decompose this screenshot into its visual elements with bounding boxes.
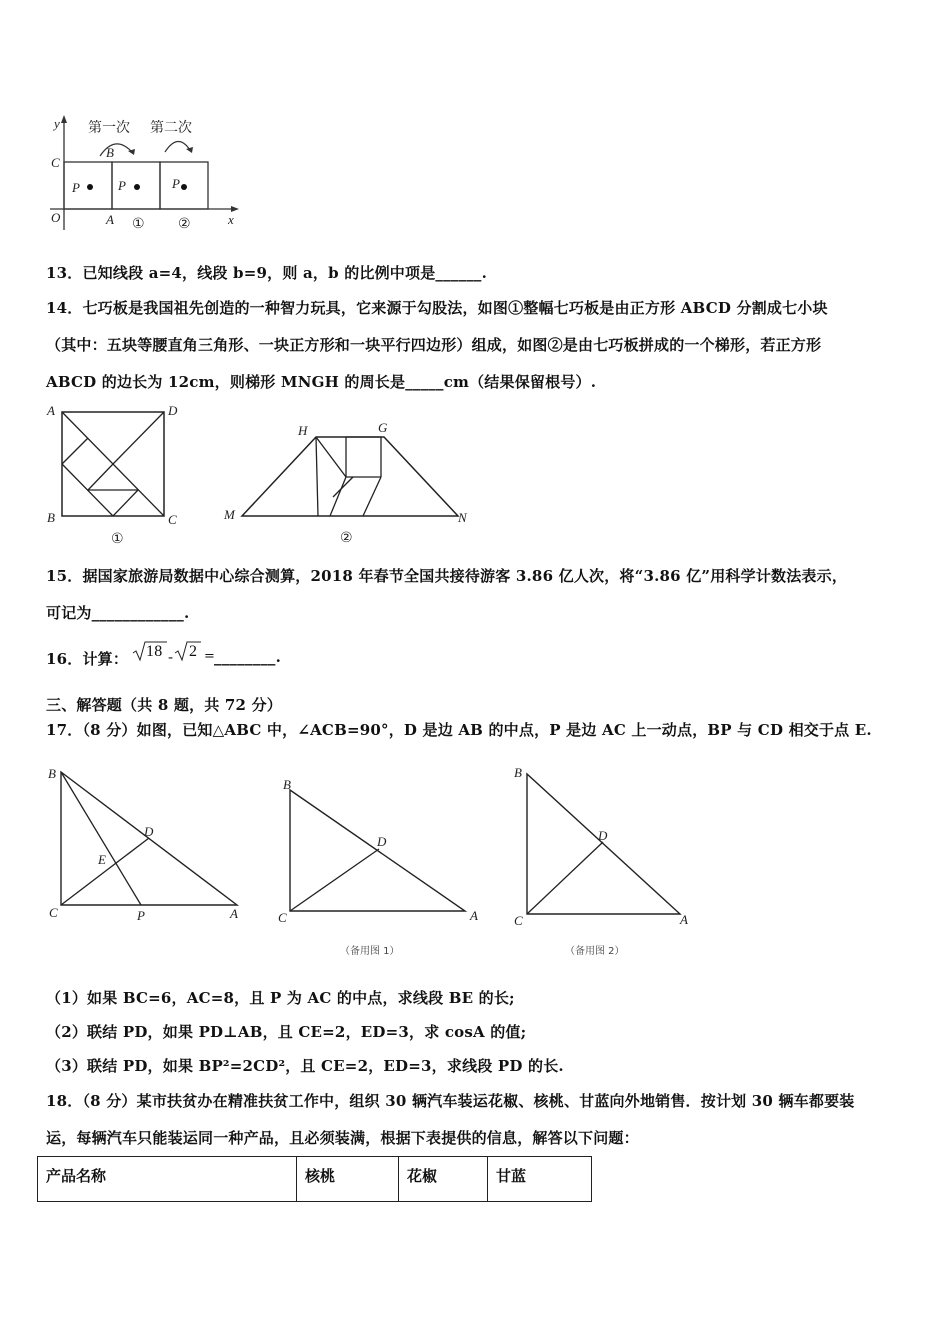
label-y: y [54,116,60,131]
label-d: D [168,403,178,418]
move-figure [40,112,250,237]
arrow-second [165,141,190,152]
question-13: 13．已知线段 a=4，线段 b=9，则 a，b 的比例中项是______. [46,264,488,282]
sqrt-2-value: 2 [189,643,198,660]
label-b: B [283,777,291,792]
question-14-line3: ABCD 的边长为 12cm，则梯形 MNGH 的周长是_____cm（结果保留根号）. [46,373,597,391]
arrow-second-head [186,147,193,153]
label-c: C [49,905,58,920]
tangram-square-figure [40,400,200,550]
fig17-main [42,760,252,935]
sqrt-18-value: 18 [146,643,163,660]
label-p: P [137,908,145,923]
cut-2 [88,464,113,490]
question-17-part-2: （2）联结 PD，如果 PD⊥AB，且 CE=2，ED=3，求 cosA 的值; [46,1023,527,1041]
question-17-part-1: （1）如果 BC=6，AC=8，且 P 为 AC 的中点，求线段 BE 的长; [46,989,515,1007]
header-pepper: 花椒 [399,1157,488,1202]
tr-2 [316,437,346,477]
caption-backup-1: （备用图 1） [340,946,400,957]
question-14-line1: 14．七巧板是我国祖先创造的一种智力玩具，它来源于勾股法，如图①整幅七巧板是由正方形 ABCD 分割成七小块 [46,299,828,317]
section-3-heading: 三、解答题（共 8 题，共 72 分） [46,696,283,714]
label-a: A [470,908,478,923]
caption-1: ① [111,531,124,547]
arrow-first [100,144,132,156]
label-p2: P [118,178,126,193]
label-first: 第一次 [88,120,130,136]
equals-sign: = [204,649,216,664]
label-n: N [458,510,467,525]
answer-blank: ________. [214,648,282,666]
diag-2 [113,412,164,464]
minus-sign: - [168,648,174,666]
tangram-trapezoid-figure [218,415,478,550]
label-c: C [514,913,523,928]
segment-cd [61,838,149,905]
segment-cd [290,849,379,911]
product-table [37,1156,592,1202]
segment-bp [61,772,141,905]
question-18-line1: 18．（8 分）某市扶贫办在精准扶贫工作中，组织 30 辆汽车装运花椒、核桃、甘蓝向外地销售．按计划 30 辆车都要装 [46,1092,855,1110]
label-a: A [106,212,114,227]
cut-4 [113,490,138,516]
label-m: M [224,507,235,522]
point-p2 [134,184,140,190]
label-p1: P [72,180,80,195]
sqrt-2 [174,640,202,662]
question-17-part-3: （3）联结 PD，如果 BP²=2CD²，且 CE=2，ED=3，求线段 PD 的长. [46,1057,564,1075]
segment-cd [527,842,603,914]
label-x: x [228,212,234,227]
label-b: B [47,510,55,525]
header-walnut: 核桃 [297,1157,399,1202]
label-a: A [680,912,688,927]
y-axis-arrow [61,115,67,123]
fig17-backup-1 [275,770,495,960]
label-d: D [144,824,154,839]
point-p1 [87,184,93,190]
label-b: B [106,145,114,160]
label-d: D [377,834,387,849]
cut-1 [62,438,88,464]
question-17: 17．（8 分）如图，已知△ABC 中，∠ACB=90°，D 是边 AB 的中点，P 是边 AC 上一动点，BP 与 CD 相交于点 E. [46,721,872,739]
label-e: E [98,852,106,867]
caption-backup-2: （备用图 2） [565,946,625,957]
header-cabbage: 甘蓝 [488,1157,592,1202]
label-second: 第二次 [150,120,192,136]
point-p3 [181,184,187,190]
question-16-prefix: 16．计算： [46,650,129,668]
header-product-name: 产品名称 [38,1157,297,1202]
tr-8 [363,477,381,516]
mark-two: ② [178,216,191,232]
tr-5 [330,477,346,516]
label-g: G [378,420,388,435]
question-15-line2: 可记为____________. [46,604,190,622]
label-b: B [514,765,522,780]
label-a: A [230,906,238,921]
fig17-backup-2 [510,762,700,960]
label-o: O [51,210,61,225]
question-15-line1: 15．据国家旅游局数据中心综合测算，2018 年春节全国共接待游客 3.86 亿人次，将“3.86 亿”用科学计数法表示， [46,567,848,585]
label-c: C [168,512,177,527]
table-header-row [38,1157,592,1202]
label-b: B [48,766,56,781]
tr-1 [316,437,318,516]
question-14-line2: （其中：五块等腰直角三角形、一块正方形和一块平行四边形）组成，如图②是由七巧板拼成的一个梯形，若正方形 [46,336,822,354]
label-p3: P [172,176,180,191]
label-h: H [298,423,308,438]
question-18-line2: 运，每辆汽车只能装运同一种产品，且必须装满，根据下表提供的信息，解答以下问题： [46,1129,639,1147]
label-d: D [598,828,608,843]
label-c: C [278,910,287,925]
mark-one: ① [132,216,145,232]
caption-2: ② [340,530,353,546]
tr-9 [333,477,353,497]
label-a: A [47,403,55,418]
label-c: C [51,155,60,170]
